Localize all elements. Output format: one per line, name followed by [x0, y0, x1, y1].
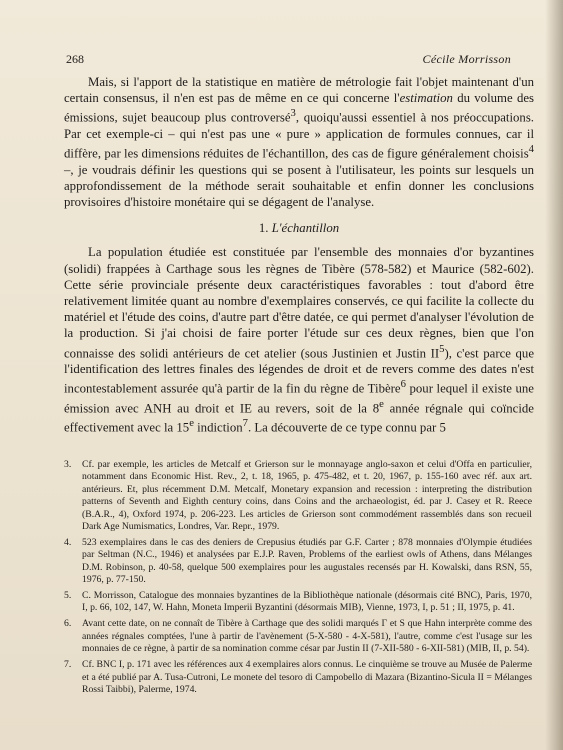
section-title: L'échantillon	[271, 221, 340, 236]
footnote: 3. Cf. par exemple, les articles de Metcalf et Grierson sur le monnayage anglo-saxon et celui d'Offa en particulier, notamment dans Economic Hist. Rev., 2, t. 18, 1965, p. 475-482, et t. 20, 1967, p. 155-160 avec réf. aux art. antérieurs. Et, plus récemment D.M. Metcalf, Monetary expansion and recession : interpreting the distribution patterns of Seventh and Eighth century coins, dans Coins and the archaeologist, éd. par J. Casey et R. Reece (B.A.R., 4), Oxford 1974, p. 206-223. Les articles de Grierson sont commodément rassemblés dans son recueil Dark Age Numismatics, Londres, Var. Repr., 1979.	[64, 459, 532, 533]
footnote: 6. Avant cette date, on ne connaît de Tibère à Carthage que des solidi marqués Γ et S que Hahn interprète comme des années régnales comptées, l'une à partir de l'avènement (5-X-580 - 4-X-581), l'autre, comme c'est l'usage sur les monnaies de ce règne, à partir de sa nomination comme césar par Justin II (7-XII-580 - 6-XII-581) (MIB, II, p. 54).	[64, 618, 532, 655]
body-paragraph: La population étudiée est constituée par l'ensemble des monnaies d'or byzantines (solidi) frappées à Carthage sous les règnes de Tibère (578-582) et Maurice (582-602). Cette série provinciale présente deux caractéristiques favorables : tout d'abord être relativement limitée quant au nombre d'exemplaires conservés, ce qui facilite la collecte du matériel et l'étude des coins, d'autre part d'être datée, ce qui permet d'analyser l'évolution de la production. Si j'ai choisi de faire porter l'étude sur ces deux règnes, bien que l'on connaisse des solidi antérieurs de cet atelier (sous Justinien et Justin $II^5$), c'est parce que l'identification des lettres finales des légendes de droit et de revers comme des dates n'est incontestablement assurée qu'à partir de la fin du règne de Tibère$^6$ pour lequel il existe une émission avec ANH au droit et IE au revers, soit de la 8e année régnale qui coïncide effectivement avec la 15e indiction$^7$. La découverte de ce type connu par 5	[64, 245, 535, 435]
intro-paragraph: Mais, si l'apport de la statistique en matière de métrologie fait l'objet maintenant d'un certain consensus, il n'en est pas de même en ce qui concerne l'estimation du volume des émissions, sujet beaucoup plus controversé$^3$, quoiqu'aussi essentiel à nos préoccupations. Par cet exemple-ci – qui n'est pas une « pure » application de formules connues, car il diffère, par les dimensions réduites de l'échantillon, des cas de figure généralement choisis$^4$ –, je voudrais définir les questions qui se posent à l'utilisateur, les points sur lesquels un approfondissement de la méthode serait souhaitable et enfin donner les conclusions provisoires d'histoire monétaire qui se dégagent de l'analyse.	[64, 75, 535, 209]
section-number: 1.	[258, 221, 269, 236]
footnote: 5. C. Morrisson, Catalogue des monnaies byzantines de la Bibliothèque nationale (désormais cité BNC), Paris, 1970, I, p. 66, 102, 147, W. Hahn, Moneta Imperii Byzantini (désormais MIB), Vienne, 1973, I, p. 51 ; II, 1975, p. 41.	[64, 590, 532, 614]
footnotes	[64, 459, 532, 700]
footnote: 4. 523 exemplaires dans le cas des deniers de Crepusius étudiés par G.F. Carter ; 878 monnaies d'Olympie étudiées par Seltman (N.C., 1946) et analysées par E.J.P. Raven, Problems of the earliest owls of Athens, dans Mélanges D.M. Robinson, p. 40-58, quelque 500 exemplaires pour les augustales recensés par H. Kowalski, dans RSN, 55, 1976, p. 77-150.	[64, 536, 532, 586]
section-heading	[64, 220, 534, 236]
main-text	[64, 74, 534, 436]
page-number: 268	[66, 52, 84, 66]
page-edge-shadow	[545, 0, 563, 750]
footnote: 7. Cf. BNC I, p. 171 avec les références aux 4 exemplaires alors connus. Le cinquième se trouve au Musée de Palerme et a été publié par A. Tusa-Cutroni, Le monete del tesoro di Campobello di Mazara (Bizantino-Sicula II = Mélanges Rossi Taibbi), Palerme, 1974.	[64, 659, 532, 695]
running-head-author: Cécile Morrisson	[422, 52, 511, 66]
